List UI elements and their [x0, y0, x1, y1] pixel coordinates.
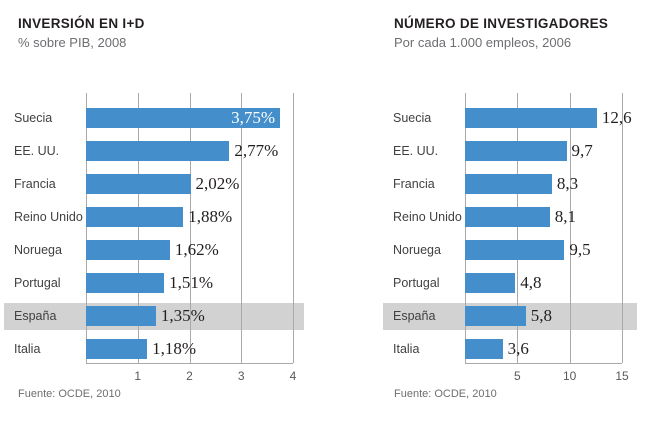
bar-row-noruega: [383, 234, 637, 267]
bar-row-portugal: [4, 267, 304, 300]
value-bar: [86, 141, 229, 161]
x-tick-label: 4: [289, 369, 297, 383]
value-bar: [465, 141, 567, 161]
value-label: 2,02%: [195, 174, 240, 193]
category-label: Portugal: [393, 276, 440, 290]
bar-row-ee-uu-: [383, 135, 637, 168]
category-label: Portugal: [14, 276, 61, 290]
value-label: 4,8: [520, 273, 542, 292]
value-label: 1,62%: [174, 240, 219, 259]
chart-title: NÚMERO DE INVESTIGADORES: [394, 16, 609, 31]
bar-row-noruega: [4, 234, 304, 267]
category-label: Italia: [14, 342, 41, 356]
source-note: Fuente: OCDE, 2010: [394, 388, 497, 400]
source-note: Fuente: OCDE, 2010: [18, 388, 121, 400]
x-tick-label: 10: [562, 369, 577, 383]
category-label: EE. UU.: [14, 144, 60, 158]
bar-row-espa-a: [383, 300, 637, 333]
bar-row-ee-uu-: [4, 135, 304, 168]
bar-row-reino-unido: [383, 201, 637, 234]
x-tick-label: 5: [513, 369, 521, 383]
category-label: Noruega: [14, 243, 62, 257]
x-tick-label: 15: [615, 369, 629, 383]
chart-subtitle: Por cada 1.000 empleos, 2006: [394, 35, 572, 50]
value-label: 3,6: [507, 339, 529, 358]
value-label: 5,8: [530, 306, 552, 325]
category-label: Reino Unido: [14, 210, 83, 224]
value-bar: [465, 306, 526, 326]
bar-row-italia: [383, 333, 637, 366]
x-tick-label: 2: [186, 369, 193, 383]
value-label: 1,88%: [188, 207, 233, 226]
value-label: 2,77%: [234, 141, 279, 160]
value-label: 8,3: [556, 174, 579, 193]
category-label: Italia: [393, 342, 420, 356]
category-label: Suecia: [14, 111, 53, 125]
value-bar: [86, 207, 183, 227]
bar-row-portugal: [383, 267, 637, 300]
value-label: 8,1: [554, 207, 577, 226]
bar-row-francia: [4, 168, 304, 201]
value-bar: [86, 339, 147, 359]
value-bar: [465, 207, 550, 227]
value-label: 1,35%: [160, 306, 205, 325]
value-bar: [465, 108, 597, 128]
bar-row-reino-unido: [4, 201, 304, 234]
value-bar: [465, 240, 564, 260]
bar-row-espa-a: [4, 300, 304, 333]
value-bar: [465, 339, 503, 359]
category-label: Noruega: [393, 243, 441, 257]
chart-title: INVERSIÓN EN I+D: [18, 16, 145, 31]
category-label: Francia: [14, 177, 56, 191]
value-label: 9,5: [569, 240, 591, 259]
value-label: 1,51%: [169, 273, 214, 292]
value-label: 1,18%: [152, 339, 196, 358]
value-label: 12,6: [601, 108, 632, 127]
x-tick-label: 3: [237, 369, 245, 383]
category-label: Reino Unido: [393, 210, 462, 224]
category-label: EE. UU.: [393, 144, 439, 158]
bar-row-italia: [4, 333, 304, 366]
value-bar: [86, 273, 164, 293]
category-label: España: [14, 309, 57, 323]
bar-row-suecia: [383, 102, 637, 135]
value-label: 3,75%: [231, 108, 276, 127]
value-bar: [465, 273, 515, 293]
value-label: 9,7: [571, 141, 593, 160]
category-label: España: [393, 309, 436, 323]
value-bar: [86, 240, 170, 260]
category-label: Francia: [393, 177, 435, 191]
value-bar: [86, 306, 156, 326]
value-bar: [465, 174, 552, 194]
bar-row-francia: [383, 168, 637, 201]
value-bar: [86, 174, 191, 194]
bar-row-suecia: [4, 102, 304, 135]
x-tick-label: 1: [134, 369, 142, 383]
chart-subtitle: % sobre PIB, 2008: [18, 35, 127, 50]
category-label: Suecia: [393, 111, 432, 125]
